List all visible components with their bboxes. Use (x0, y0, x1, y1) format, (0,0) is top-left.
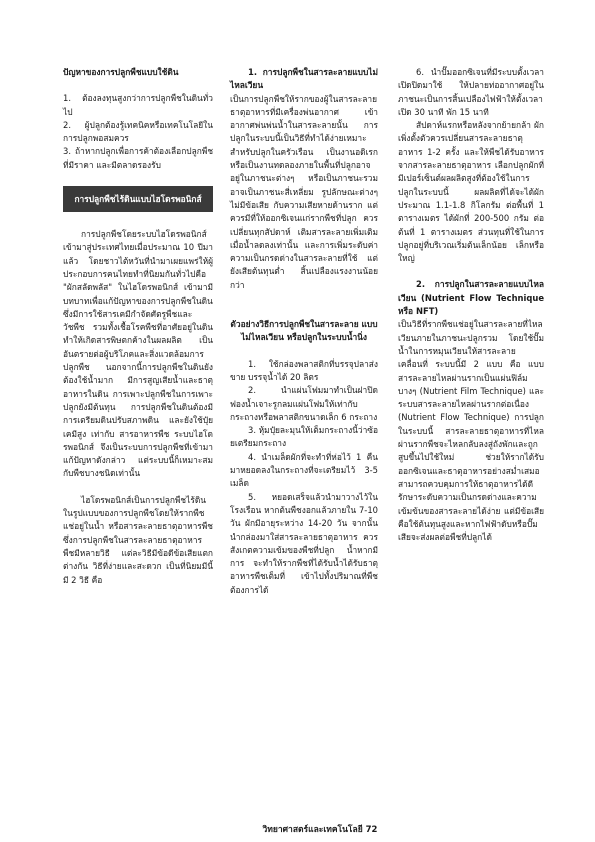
body-paragraph: เป็นการปลูกพืชให้รากของผู้ในสารละลายธาตุอาหารที่มีเครื่องพ่นอากาศ เข้าอากาศพ่นพ่นน้ำในสารละลายนั้น การปลูกในระบบนี้เป็นวิธีที่ทำได้ง่ายเหมาะสำหรับปลูกในครัวเรือน เป็นงานอดิเรก หรือเป็นงานทดลองภายในพื้นที่ปลูกอาจอยู่ในภาชนะต่างๆ หรือเป็นภาชนะรวม อาจเป็นภาชนะสี่เหลี่ยม รูปลักษณะต่างๆ ไม่มีข้อเสีย กับความเสียหายด้านราก แต่ควรมีที่ให้ออกซิเจนแก่รากพืชที่ปลูก ควรเปลี่ยนทุกสัปดาห์ เติมสารละลายเพิ่มเติมเมื่อน้ำลดลงเท่านั้น และการเพิ่มระดับค่าความเป็นกรดด่างในสารละลายที่ใช้ แต่ยังเสียต้นทุนต่ำ สิ้นเปลืองแรงงานน้อยกว่า (230, 93, 378, 290)
column-3 (398, 66, 544, 544)
body-paragraph: สัปดาห์แรกหรือหลังจากย้ายกล้า ผักเพิ่งตั้งตัวควรเปลี่ยนสารละลายธาตุอาหาร 1-2 ครั้ง และให้พืชได้รับอาหารจากสารละลายธาตุอาหาร เลือกปลูกผักที่มีเปอร์เซ็นต์ผลผลิตสูงที่ต้องใช้ในการปลูกในระบบนี้ ผลผลิตที่ได้จะได้ผักประมาณ 1.1-1.8 กิโลกรัม ต่อพื้นที่ 1 ตารางเมตร ได้ผักที่ 200-500 กรัม ต่อต้นที่ 1 ตารางเมตร ส่วนทุนที่ใช้ในการปลูกอยู่ที่บริเวณเริ่มต้นเล็กน้อย เล็กหรือใหญ่ (398, 120, 544, 264)
section-heading: 2. การปลูกในสารละลายแบบไหลเวียน (Nutrient Flow Technique หรือ NFT) (398, 279, 544, 317)
section-heading: 1. การปลูกพืชในสารละลายแบบไม่ไหลเวียน (230, 67, 378, 91)
list-item: 2. ผู้ปลูกต้องรู้เทคนิคหรือเทคโนโลยีในการปลูกพอสมควร (63, 119, 213, 144)
section-banner: การปลูกพืชไร้ดินแบบไฮโดรพอนิกส์ (63, 186, 213, 212)
list-item: 2. นำแผ่นโฟมมาทำเป็นฝาปิดฟองน้ำเจาะรูกลมแผ่นโฟมให้เท่ากับกระถางหรือพลาสติกขนาดเล็ก 6 กระถาง (230, 385, 378, 422)
list-item: 3. หุ้มปุ๋ยละมุนให้เต็มกระถางนี้ว่าซ้อยเตรียมกระถาง (230, 425, 379, 449)
list-item: 3. ถ้าหากปลูกเพื่อการค้าต้องเลือกปลูกพืชที่มีราคา และมีตลาดรองรับ (63, 146, 213, 170)
column-2 (230, 66, 378, 597)
list-item: 5. หยอดเสร็จแล้วนำมาวางไว้ในโรงเรือน หากต้นพืชงอกแล้วภายใน 7-10 วัน ผักมีอายุระหว่าง 14-20 วัน จากนั้นนำกล่องมาใส่สารละลายธาตุอาหาร ควรสังเกตความเข้มของพืชที่ปลูก น้ำหากมีการ จะทำให้รากพืชที่ได้รับน้ำได้รับธาตุอาหารพืชเต็มที่ เข้าไปทั้งปริมาณที่พืชต้องการได้ (230, 491, 378, 595)
section-heading: ตัวอย่างวิธีการปลูกพืชในสารละลาย แบบไม่ไหลเวียน หรือปลูกในระบบน้ำนิ่ง (230, 319, 378, 343)
list-item: 6. นำปั๊มออกซิเจนที่มีระบบตั้งเวลาเปิดปิดมาใช้ ให้ปลายท่ออากาศอยู่ในภาชนะเป็นการสิ้นเปลืองไฟฟ้าให้ตั้งเวลาเปิด 30 นาที พัก 15 นาที (398, 67, 544, 117)
body-paragraph: การปลูกพืชโดยระบบไฮโดรพอนิกส์ เข้ามาสู่ประเทศไทยเมื่อประมาณ 10 ปีมาแล้ว โดยชาวไต้หวันที่นำมาเผยแพร่ให้ผู้ประกอบการคนไทยทำที่นิยมกันทั่วไปคือ "ผักสลัดพลัส" ในไฮโดรพอนิกส์ เข้ามามีบทบาทเพื่อแก้ปัญหาของการปลูกพืชในดิน ซึ่งมีการใช้สารเคมีกำจัดศัตรูพืชและวัชพืช รวมทั้งเชื้อโรคพืชที่อาศัยอยู่ในดิน ทำให้เกิดสารพิษตกค้างในผลผลิต เป็นอันตรายต่อผู้บริโภคและสิ่งแวดล้อมการปลูกพืช นอกจากนี้การปลูกพืชในดินยังต้องใช้น้ำมาก มีการสูญเสียน้ำและธาตุอาหารในดิน การเพาะปลูกพืชในการเพาะปลูกยังมีต้นทุน การปลูกพืชในดินต้องมีการเตรียมดินปรับสภาพดิน และยังใช้ปุ๋ยเคมีสูง เท่ากับ สารอาหารพืช ระบบไฮโดรพอนิกส์ จึงเป็นระบบการปลูกพืชที่เข้ามาแก้ปัญหาดังกล่าว แต่ระบบนี้ก็เหมาะสมกับพืชบางชนิดเท่านั้น (63, 229, 213, 479)
list-item: 4. นำเมล็ดผักที่จะทำที่ห่อไว้ 1 คืน มาหยอดลงในกระถางที่จะเตรียมไว้ 3-5 เมล็ด (230, 451, 378, 489)
column-1 (63, 66, 213, 587)
list-item: 1. ใช้กล่องพลาสติกที่บรรจุปลาส่งขาย บรรจุน้ำได้ 20 ลิตร (230, 358, 378, 382)
body-paragraph: ไฮโดรพอนิกส์เป็นการปลูกพืชไร้ดินในรูปแบบของการปลูกพืชโดยให้รากพืชแช่อยู่ในน้ำ หรือสารละลายธาตุอาหารพืช ซึ่งการปลูกพืชในสารละลายธาตุอาหารพืชมีหลายวิธี แต่ละวิธีมีข้อดีข้อเสียแตกต่างกัน วิธีที่ง่ายและสะดวก เป็นที่นิยมมีนี้มี 2 วิธี คือ (63, 494, 213, 585)
list-item: 1. ต้องลงทุนสูงกว่าการปลูกพืชในดินทั่ว ไป (63, 93, 213, 117)
section-heading: ปัญหาของการปลูกพืชแบบใช้ดิน (63, 67, 179, 77)
page-footer: วิทยาศาสตร์และเทคโนโลยี 72 (262, 825, 378, 835)
body-paragraph: เป็นวิธีที่รากพืชแช่อยู่ในสารละลายที่ไหลเวียนภายในภาชนะปลูกรวม โดยใช้ปั๊มน้ำในการหมุนเวียนให้สารละลายเคลื่อนที่ ระบบนี้มี 2 แบบ คือ แบบสารละลายไหลผ่านรากเป็นแผ่นฟิล์มบางๆ (Nutrient Film Technique) และระบบสารละลายไหลผ่านรากต่อเนื่อง (Nutrient Flow Technique) การปลูกในระบบนี้ สารละลายธาตุอาหารที่ไหลผ่านรากพืชจะไหลกลับลงสู่ถังพักและถูกสูบขึ้นไปใช้ใหม่ ช่วยให้รากได้รับออกซิเจนและธาตุอาหารอย่างสม่ำเสมอ สามารถควบคุมการให้ธาตุอาหารได้ดี รักษาระดับความเป็นกรดด่างและความเข้มข้นของสารละลายได้ง่าย แต่มีข้อเสียคือใช้ต้นทุนสูงและหากไฟฟ้าดับหรือปั๊มเสียจะส่งผลต่อพืชที่ปลูกได้ (398, 319, 544, 543)
